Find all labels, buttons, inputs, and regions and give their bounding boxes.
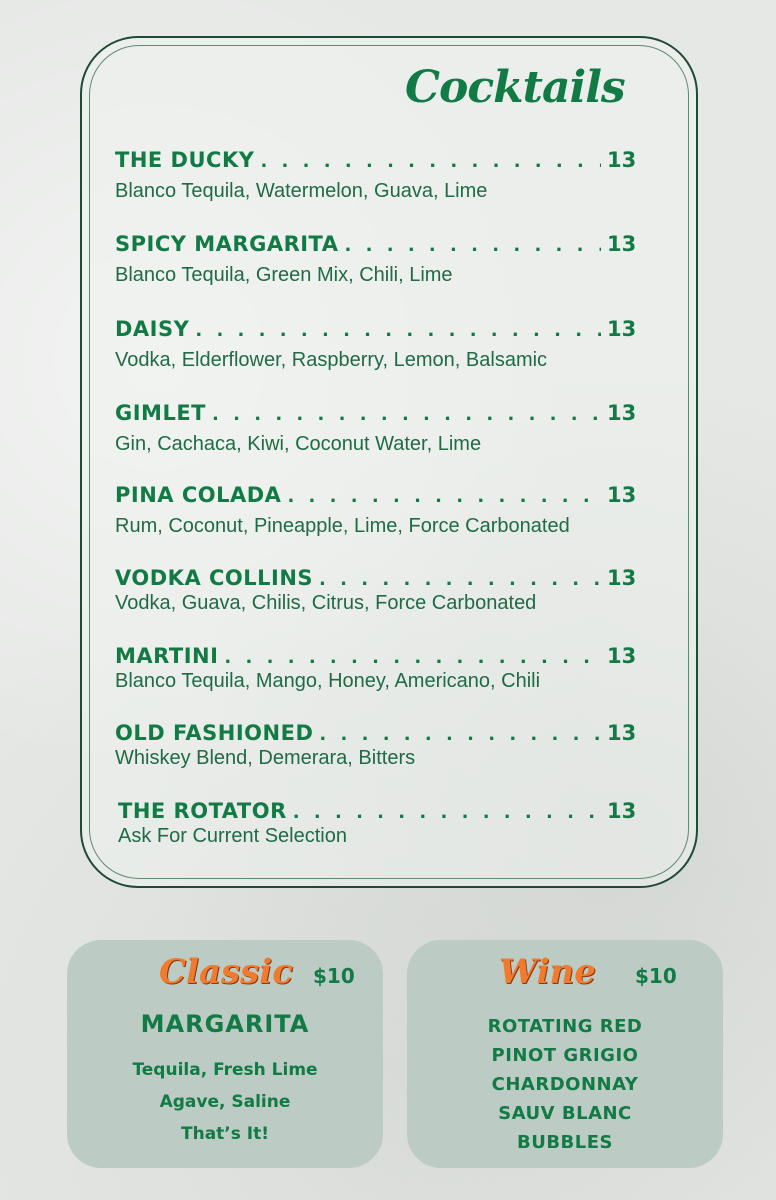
classic-card: [67, 940, 383, 1168]
wine-item: SAUV BLANC: [498, 1103, 632, 1124]
dot-leader: [224, 647, 601, 668]
menu-item-name: DAISY: [115, 317, 190, 341]
menu-item-name: OLD FASHIONED: [115, 721, 314, 745]
menu-item-description: Vodka, Guava, Chilis, Citrus, Force Carbonated: [115, 592, 537, 614]
menu-item: [115, 401, 635, 456]
menu-item: [115, 317, 635, 372]
menu-item-description: Vodka, Elderflower, Raspberry, Lemon, Balsamic: [115, 349, 548, 371]
menu-item-description: Blanco Tequila, Watermelon, Guava, Lime: [115, 180, 488, 202]
wine-list: [407, 1012, 723, 1157]
menu-item-description: Blanco Tequila, Green Mix, Chili, Lime: [115, 264, 453, 286]
dot-leader: [212, 404, 601, 425]
menu-item: [115, 721, 635, 770]
menu-item-description: Ask For Current Selection: [118, 825, 347, 847]
menu-item: [115, 148, 635, 203]
wine-price: $10: [635, 964, 677, 988]
wine-card: [407, 940, 723, 1168]
classic-drink-name: MARGARITA: [140, 1010, 310, 1038]
menu-item-description: Blanco Tequila, Mango, Honey, Americano, Chili: [115, 670, 541, 692]
dot-leader: [293, 802, 601, 823]
menu-item: [118, 799, 635, 848]
menu-item-name: PINA COLADA: [115, 483, 282, 507]
menu-item-description: Rum, Coconut, Pineapple, Lime, Force Carbonated: [115, 515, 570, 537]
menu-item: [115, 566, 635, 615]
classic-title: Classic: [159, 952, 293, 992]
menu-item: [115, 483, 635, 538]
menu-item-price: 13: [607, 148, 637, 172]
dot-leader: [260, 151, 601, 172]
classic-description: [67, 1054, 383, 1150]
menu-item-price: 13: [607, 401, 637, 425]
menu-item: [115, 644, 635, 693]
menu-item-name: VODKA COLLINS: [115, 566, 314, 590]
menu-item-name: THE DUCKY: [115, 148, 255, 172]
wine-item: ROTATING RED: [487, 1016, 643, 1037]
menu-item-price: 13: [607, 566, 637, 590]
menu-item-price: 13: [607, 317, 637, 341]
wine-item: BUBBLES: [516, 1132, 613, 1153]
menu-item-price: 13: [607, 721, 637, 745]
menu-item-price: 13: [607, 483, 637, 507]
menu-item-name: MARTINI: [115, 644, 219, 668]
dot-leader: [319, 569, 601, 590]
classic-price: $10: [313, 964, 355, 988]
dot-leader: [195, 320, 601, 341]
cocktails-title: Cocktails: [405, 62, 625, 113]
classic-description-line: Agave, Saline: [159, 1092, 291, 1112]
menu-item-description: Whiskey Blend, Demerara, Bitters: [115, 747, 416, 769]
menu-item: [115, 232, 635, 287]
menu-item-price: 13: [607, 644, 637, 668]
wine-title: Wine: [499, 952, 596, 992]
dot-leader: [345, 235, 602, 256]
dot-leader: [319, 724, 601, 745]
classic-description-line: Tequila, Fresh Lime: [132, 1060, 318, 1080]
wine-item: PINOT GRIGIO: [491, 1045, 639, 1066]
wine-item: CHARDONNAY: [491, 1074, 639, 1095]
menu-item-name: THE ROTATOR: [118, 799, 287, 823]
menu-item-name: SPICY MARGARITA: [115, 232, 339, 256]
menu-item-name: GIMLET: [115, 401, 206, 425]
classic-description-line: That’s It!: [181, 1124, 269, 1144]
dot-leader: [287, 486, 601, 507]
menu-item-price: 13: [607, 232, 637, 256]
menu-item-price: 13: [607, 799, 637, 823]
menu-item-description: Gin, Cachaca, Kiwi, Coconut Water, Lime: [115, 433, 482, 455]
